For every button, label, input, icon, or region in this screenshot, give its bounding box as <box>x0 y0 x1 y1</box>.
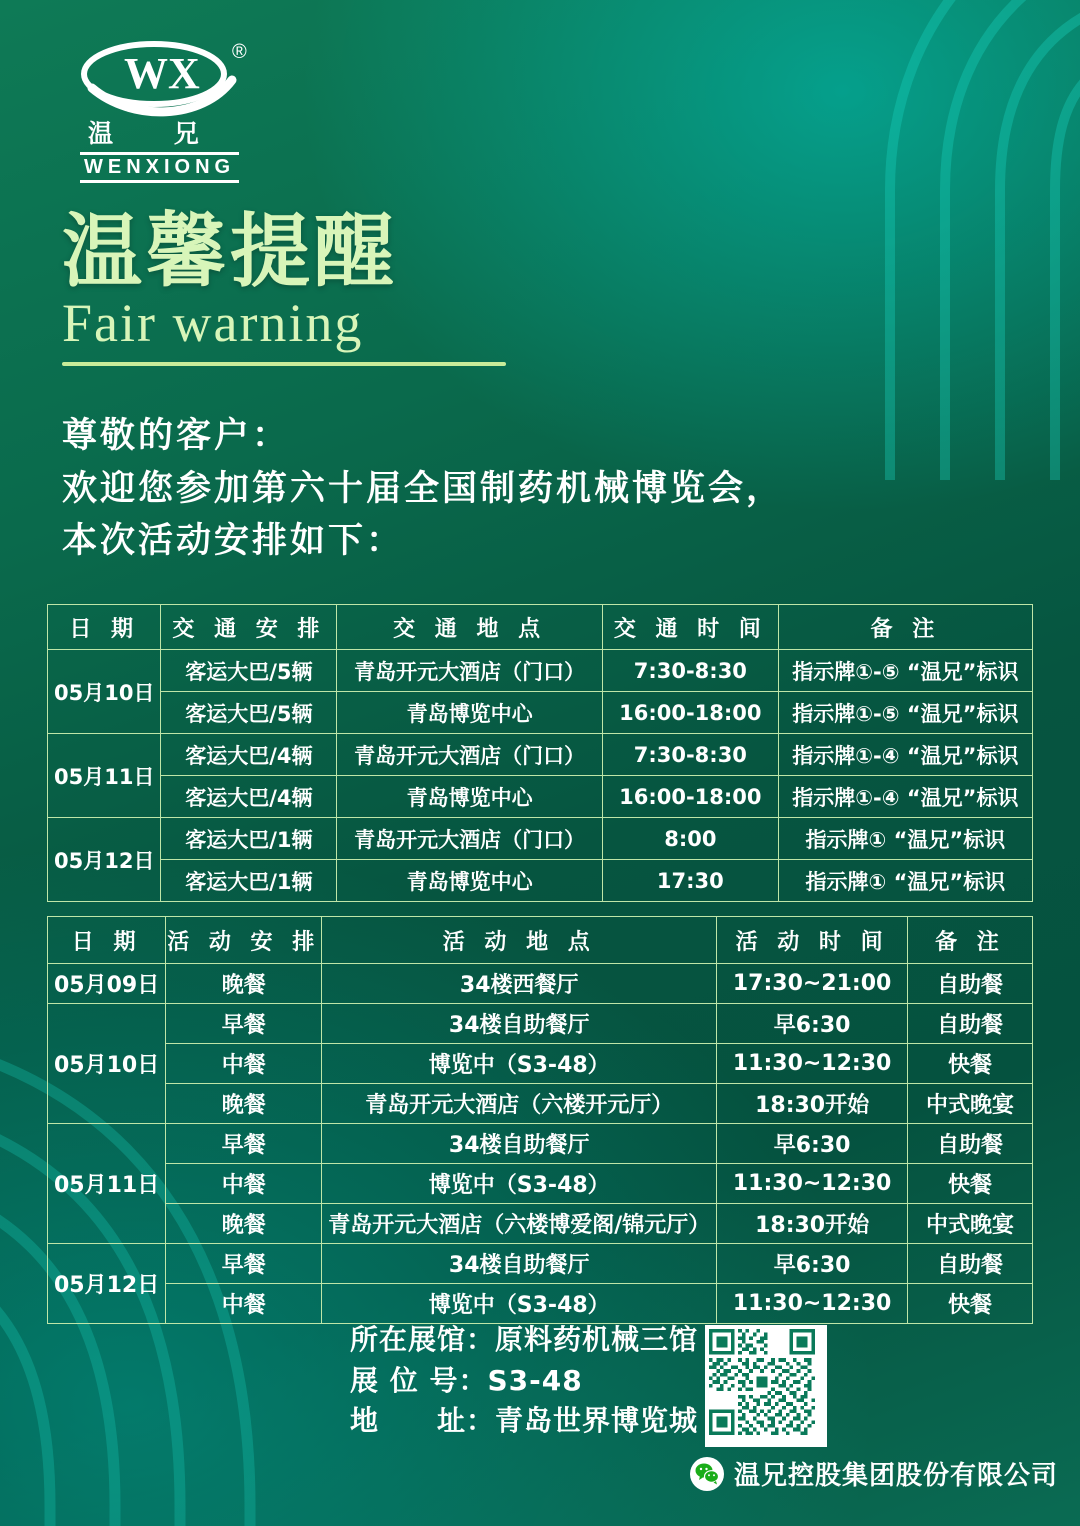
top-right-arcs <box>640 0 1080 480</box>
cell-place: 青岛博览中心 <box>337 776 603 818</box>
qr-code-image <box>709 1329 815 1435</box>
headline-block <box>62 205 506 366</box>
svg-text:WX: WX <box>124 49 200 98</box>
cell-arrangement: 客运大巴/4辆 <box>161 776 337 818</box>
cell-arrangement: 中餐 <box>166 1044 322 1084</box>
th-place: 交 通 地 点 <box>337 605 603 650</box>
cell-note: 快餐 <box>907 1164 1032 1204</box>
cell-place: 博览中（S3-48） <box>322 1044 717 1084</box>
cell-note: 指示牌① “温兄”标识 <box>778 860 1032 902</box>
cell-time: 16:00-18:00 <box>602 692 778 734</box>
table-header-row <box>48 917 1033 964</box>
th-note: 备 注 <box>907 917 1032 964</box>
cell-note: 自助餐 <box>907 1244 1032 1284</box>
table-row <box>48 1284 1033 1324</box>
cell-time: 17:30 <box>602 860 778 902</box>
svg-text:®: ® <box>232 41 247 63</box>
logo-cn-name: 温 兄 <box>88 119 225 148</box>
cell-place: 青岛开元大酒店（门口） <box>337 650 603 692</box>
qr-code[interactable] <box>705 1325 827 1447</box>
cell-note: 中式晚宴 <box>907 1084 1032 1124</box>
cell-time: 7:30-8:30 <box>602 650 778 692</box>
cell-date: 05月12日 <box>48 818 161 902</box>
intro-block <box>62 410 784 568</box>
cell-arrangement: 晚餐 <box>166 1084 322 1124</box>
footer-hall-value: 原料药机械三馆 <box>495 1323 699 1356</box>
th-arrangement: 交 通 安 排 <box>161 605 337 650</box>
cell-arrangement: 晚餐 <box>166 964 322 1004</box>
table-row <box>48 1004 1033 1044</box>
cell-date: 05月10日 <box>48 1004 166 1124</box>
cell-note: 指示牌①-④ “温兄”标识 <box>778 734 1032 776</box>
intro-line-1: 尊敬的客户： <box>62 416 291 456</box>
cell-place: 青岛开元大酒店（门口） <box>337 734 603 776</box>
cell-date: 05月11日 <box>48 734 161 818</box>
footer-hall-label: 所在展馆： <box>350 1323 496 1356</box>
cell-place: 青岛博览中心 <box>337 860 603 902</box>
activity-table <box>47 916 1033 1324</box>
cell-place: 博览中（S3-48） <box>322 1164 717 1204</box>
table-row <box>48 860 1033 902</box>
cell-arrangement: 客运大巴/5辆 <box>161 692 337 734</box>
footer-info <box>350 1320 698 1442</box>
table-row <box>48 1044 1033 1084</box>
wechat-glyph-icon <box>694 1461 720 1487</box>
headline-cn: 温馨提醒 <box>62 205 398 298</box>
cell-note: 快餐 <box>907 1284 1032 1324</box>
footer-hall-line <box>350 1320 698 1361</box>
transport-table <box>47 604 1033 902</box>
wechat-account <box>690 1455 1058 1492</box>
cell-time: 7:30-8:30 <box>602 734 778 776</box>
company-logo <box>72 36 272 178</box>
wechat-icon <box>690 1457 724 1491</box>
cell-place: 34楼自助餐厅 <box>322 1004 717 1044</box>
th-time: 活 动 时 间 <box>717 917 908 964</box>
cell-time: 早6:30 <box>717 1244 908 1284</box>
cell-date: 05月12日 <box>48 1244 166 1324</box>
cell-note: 自助餐 <box>907 1004 1032 1044</box>
th-arrangement: 活 动 安 排 <box>166 917 322 964</box>
footer-booth-line <box>350 1361 698 1402</box>
cell-time: 18:30开始 <box>717 1084 908 1124</box>
headline-en: Fair warning <box>62 293 364 354</box>
cell-note: 自助餐 <box>907 964 1032 1004</box>
cell-note: 指示牌①-④ “温兄”标识 <box>778 776 1032 818</box>
logo-pinyin: WENXIONG <box>80 152 239 183</box>
cell-arrangement: 客运大巴/5辆 <box>161 650 337 692</box>
cell-place: 34楼自助餐厅 <box>322 1124 717 1164</box>
table-row <box>48 650 1033 692</box>
footer-address-line <box>350 1401 698 1442</box>
footer-address-label: 地 址： <box>350 1404 496 1438</box>
table-row <box>48 1124 1033 1164</box>
intro-line-2: 欢迎您参加第六十届全国制药机械博览会， <box>62 468 785 509</box>
cell-date: 05月10日 <box>48 650 161 734</box>
wechat-account-name: 温兄控股集团股份有限公司 <box>734 1461 1059 1491</box>
cell-date: 05月11日 <box>48 1124 166 1244</box>
table-row <box>48 1244 1033 1284</box>
cell-arrangement: 早餐 <box>166 1244 322 1284</box>
cell-place: 青岛开元大酒店（六楼开元厅） <box>322 1084 717 1124</box>
footer-address-value: 青岛世界博览城 <box>495 1404 699 1438</box>
cell-time: 11:30~12:30 <box>717 1164 908 1204</box>
cell-note: 指示牌①-⑤ “温兄”标识 <box>778 692 1032 734</box>
cell-time: 18:30开始 <box>717 1204 908 1244</box>
table-row <box>48 734 1033 776</box>
cell-time: 早6:30 <box>717 1124 908 1164</box>
cell-time: 11:30~12:30 <box>717 1284 908 1324</box>
cell-arrangement: 客运大巴/1辆 <box>161 818 337 860</box>
cell-time: 早6:30 <box>717 1004 908 1044</box>
cell-place: 青岛开元大酒店（六楼博爱阁/锦元厅） <box>322 1204 717 1244</box>
cell-note: 中式晚宴 <box>907 1204 1032 1244</box>
cell-note: 指示牌① “温兄”标识 <box>778 818 1032 860</box>
cell-arrangement: 晚餐 <box>166 1204 322 1244</box>
table-row <box>48 818 1033 860</box>
cell-arrangement: 早餐 <box>166 1004 322 1044</box>
th-place: 活 动 地 点 <box>322 917 717 964</box>
cell-place: 青岛开元大酒店（门口） <box>337 818 603 860</box>
cell-note: 快餐 <box>907 1044 1032 1084</box>
table-row <box>48 1204 1033 1244</box>
th-time: 交 通 时 间 <box>602 605 778 650</box>
table-row <box>48 1084 1033 1124</box>
intro-line-3: 本次活动安排如下： <box>62 521 405 561</box>
cell-time: 16:00-18:00 <box>602 776 778 818</box>
table-row <box>48 692 1033 734</box>
footer-booth-label: 展 位 号： <box>350 1363 488 1397</box>
footer-booth-value: S3-48 <box>487 1363 583 1397</box>
th-date: 日 期 <box>48 605 161 650</box>
cell-place: 博览中（S3-48） <box>322 1284 717 1324</box>
th-note: 备 注 <box>778 605 1032 650</box>
table-row <box>48 964 1033 1004</box>
table-row <box>48 776 1033 818</box>
table-row <box>48 1164 1033 1204</box>
headline-underline <box>62 362 506 366</box>
cell-place: 青岛博览中心 <box>337 692 603 734</box>
cell-arrangement: 客运大巴/4辆 <box>161 734 337 776</box>
cell-arrangement: 客运大巴/1辆 <box>161 860 337 902</box>
cell-arrangement: 中餐 <box>166 1284 322 1324</box>
cell-time: 8:00 <box>602 818 778 860</box>
cell-time: 11:30~12:30 <box>717 1044 908 1084</box>
cell-note: 自助餐 <box>907 1124 1032 1164</box>
th-date: 日 期 <box>48 917 166 964</box>
cell-place: 34楼西餐厅 <box>322 964 717 1004</box>
cell-arrangement: 早餐 <box>166 1124 322 1164</box>
table-header-row <box>48 605 1033 650</box>
cell-time: 17:30~21:00 <box>717 964 908 1004</box>
cell-date: 05月09日 <box>48 964 166 1004</box>
cell-place: 34楼自助餐厅 <box>322 1244 717 1284</box>
cell-note: 指示牌①-⑤ “温兄”标识 <box>778 650 1032 692</box>
cell-arrangement: 中餐 <box>166 1164 322 1204</box>
